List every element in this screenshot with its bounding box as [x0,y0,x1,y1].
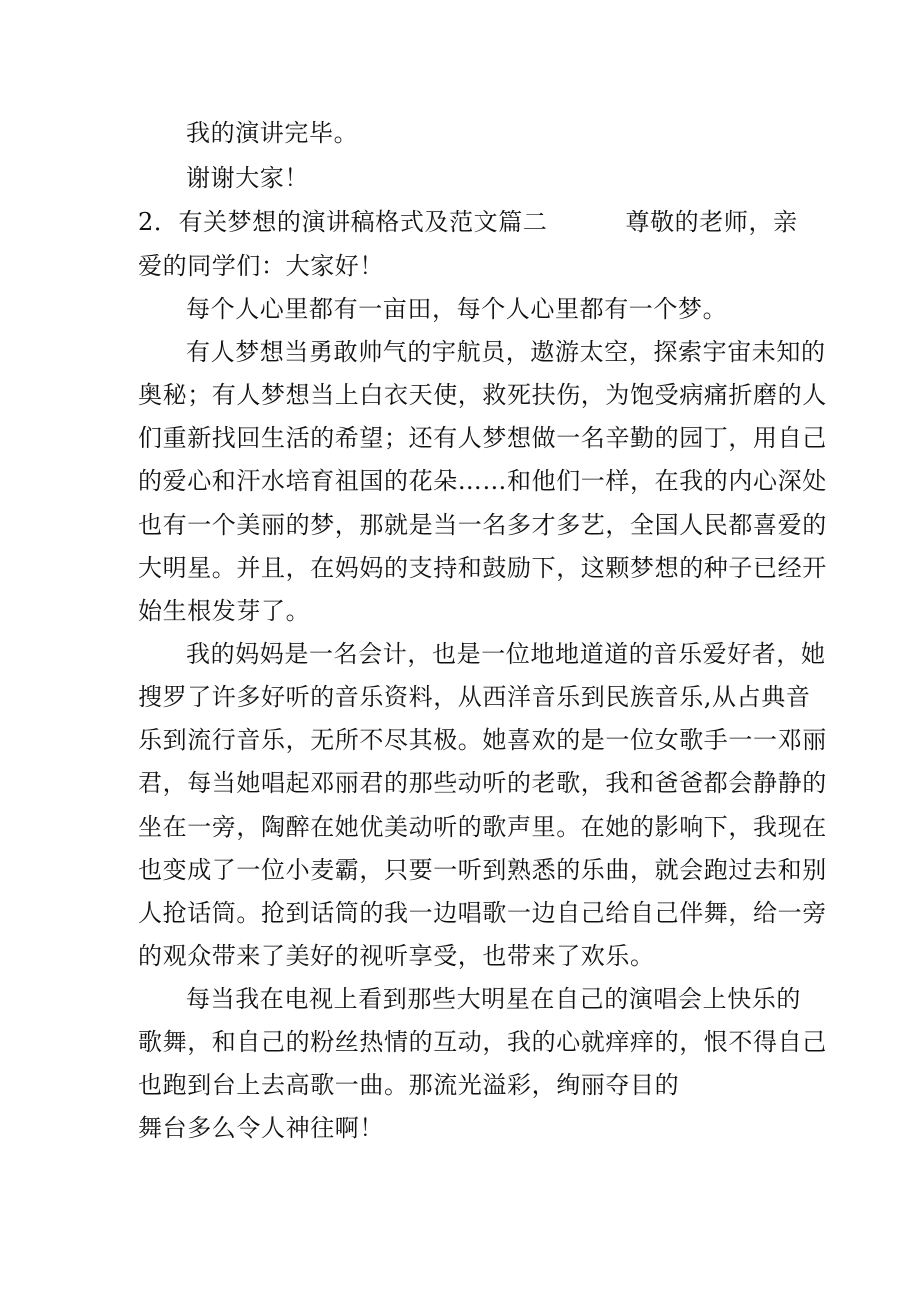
paragraph-3-line: 的观众带来了美好的视听享受，也带来了欢乐。 [138,942,655,970]
paragraph-4-line: 舞台多么令人神往啊！ [138,1114,384,1142]
heading-salutation: 尊敬的老师，亲 [625,208,798,236]
paragraph-3-line: 坐在一旁，陶醉在她优美动听的歌声里。在她的影响下，我现在 [138,813,827,841]
greeting-line: 爱的同学们：大家好！ [138,252,384,280]
paragraph-2-line: 的爱心和汗水培育祖国的花朵……和他们一样，在我的内心深处 [138,467,827,495]
paragraph-3-line: 君，每当她唱起邓丽君的那些动听的老歌，我和爸爸都会静静的 [138,769,827,797]
paragraph-3-line: 我的妈妈是一名会计，也是一位地地道道的音乐爱好者，她 [186,640,826,668]
paragraph-4-line: 每当我在电视上看到那些大明星在自己的演唱会上快乐的 [186,985,801,1013]
paragraph-2-line: 始生根发芽了。 [138,597,311,625]
paragraph-2-line: 也有一个美丽的梦，那就是当一名多才多艺，全国人民都喜爱的 [138,511,827,539]
paragraph-3-line: 乐到流行音乐，无所不尽其极。她喜欢的是一位女歌手一一邓丽 [138,726,827,754]
closing-line: 我的演讲完毕。 [186,119,359,147]
paragraph-4-line: 也跑到台上去高歌一曲。那流光溢彩，绚丽夺目的 [138,1071,680,1099]
paragraph-2-line: 们重新找回生活的希望；还有人梦想做一名辛勤的园丁，用自己 [138,424,827,452]
paragraph-2-line: 大明星。并且，在妈妈的支持和鼓励下，这颗梦想的种子已经开 [138,554,827,582]
paragraph-4-line: 歌舞，和自己的粉丝热情的互动，我的心就痒痒的，恨不得自己 [138,1028,827,1056]
section-heading [138,207,798,237]
thanks-line: 谢谢大家！ [186,164,309,192]
paragraph-3-line: 搜罗了许多好听的音乐资料，从西洋音乐到民族音乐,从占典音 [138,683,811,711]
heading-title: 2．有关梦想的演讲稿格式及范文篇二 [138,208,548,236]
paragraph-2-line: 奥秘；有人梦想当上白衣天使，救死扶伤，为饱受病痛折磨的人 [138,381,827,409]
paragraph-3-line: 人抢话筒。抢到话筒的我一边唱歌一边自己给自己伴舞，给一旁 [138,899,827,927]
paragraph-1: 每个人心里都有一亩田，每个人心里都有一个梦。 [186,295,728,323]
paragraph-3-line: 也变成了一位小麦霸，只要一听到熟悉的乐曲，就会跑过去和别 [138,856,827,884]
paragraph-2-line: 有人梦想当勇敢帅气的宇航员，遨游太空，探索宇宙未知的 [186,338,826,366]
